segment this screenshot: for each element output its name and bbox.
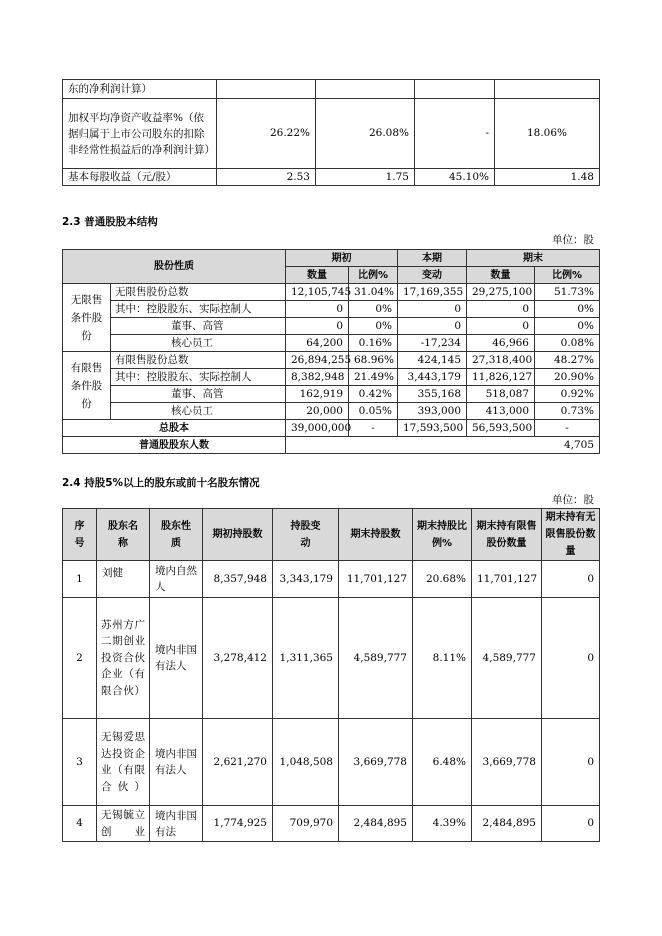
group-label: 有限售条件股份 <box>63 352 111 420</box>
unit-label: 单位：股 <box>552 234 594 246</box>
header-row: 数量 比例% 变动 数量 比例% <box>63 267 600 284</box>
col-header-end: 期末 <box>467 250 600 267</box>
col-header: 序号 <box>63 509 97 561</box>
table-row: 核心员工 20,000 0.05% 393,000 413,000 0.73% <box>63 403 600 420</box>
table-row: 董事、高管 162,919 0.42% 355,168 518,087 0.92% <box>63 386 600 403</box>
table-row: 4 无锡毓立创业 境内非国有法 1,774,925 709,970 2,484,895 4.39% 2,484,895 0 <box>63 806 600 842</box>
header-row <box>63 250 600 267</box>
col-header-begin: 期初 <box>286 250 398 267</box>
table-row: 无限售条件股份 无限售股份总数 12,105,745 31.04% 17,169,355 29,275,100 51.73% <box>63 284 600 301</box>
section-title-share-structure: 2.3 普通股股本结构 <box>62 216 158 228</box>
group-label: 无限售条件股份 <box>63 284 111 352</box>
table-row: 基本每股收益（元/股） 2.53 1.75 45.10% 1.48 <box>63 169 600 186</box>
col-header-nature: 股份性质 <box>63 250 286 284</box>
col-header-change-1: 本期 <box>398 250 467 267</box>
table-row: 2 苏州方广二期创业投资合伙企业（有限合伙） 境内非国有法人 3,278,412 1,311,365 4,589,777 8.11% 4,589,777 0 <box>63 598 600 719</box>
shareholders-table <box>62 508 600 842</box>
holders-row: 普通股股东人数 4,705 <box>63 437 600 454</box>
header-row <box>63 509 600 561</box>
table-row: 有限售条件股份 有限售股份总数 26,894,255 68.96% 424,145 27,318,400 48.27% <box>63 352 600 369</box>
table-row: 3 无锡爱思达投资企业（有限合伙） 境内非国有法人 2,621,270 1,048,508 3,669,778 6.48% 3,669,778 0 <box>63 719 600 806</box>
table-row: 其中：控股股东、实际控制人 0 0% 0 0 0% <box>63 301 600 318</box>
col-header: 期末持股比例% <box>413 509 472 561</box>
table-row: 核心员工 64,200 0.16% -17,234 46,966 0.08% <box>63 335 600 352</box>
col-header: 期末持有限售股份数量 <box>472 509 542 561</box>
total-row: 总股本 39,000,000 - 17,593,500 56,593,500 - <box>63 420 600 437</box>
table-row: 董事、高管 0 0% 0 0 0% <box>63 318 600 335</box>
col-header: 期末持股数 <box>339 509 413 561</box>
eps-roe-table <box>62 79 600 186</box>
col-header: 持股变动 <box>273 509 339 561</box>
share-structure-table <box>62 249 600 454</box>
unit-label: 单位：股 <box>552 494 594 506</box>
row-label: 基本每股收益（元/股） <box>63 169 217 186</box>
row-label: 加权平均净资产收益率%（依据归属于上市公司股东的扣除非经常性损益后的净利润计算） <box>63 99 217 169</box>
section-title-top-shareholders: 2.4 持股5%以上的股东或前十名股东情况 <box>62 477 260 489</box>
col-header: 期初持股数 <box>203 509 273 561</box>
col-header: 股东性质 <box>150 509 203 561</box>
table-row: 其中：控股股东、实际控制人 8,382,948 21.49% 3,443,179 11,826,127 20.90% <box>63 369 600 386</box>
col-header: 期末持有无限售股份数量 <box>542 509 600 561</box>
col-header: 股东名称 <box>97 509 150 561</box>
table-row: 加权平均净资产收益率%（依据归属于上市公司股东的扣除非经常性损益后的净利润计算） 26.22% 26.08% - 18.06% <box>63 99 600 169</box>
table-row <box>63 80 600 99</box>
row-label: 东的净利润计算） <box>63 80 217 99</box>
table-row: 1 刘健 境内自然人 8,357,948 3,343,179 11,701,127 20.68% 11,701,127 0 <box>63 561 600 598</box>
